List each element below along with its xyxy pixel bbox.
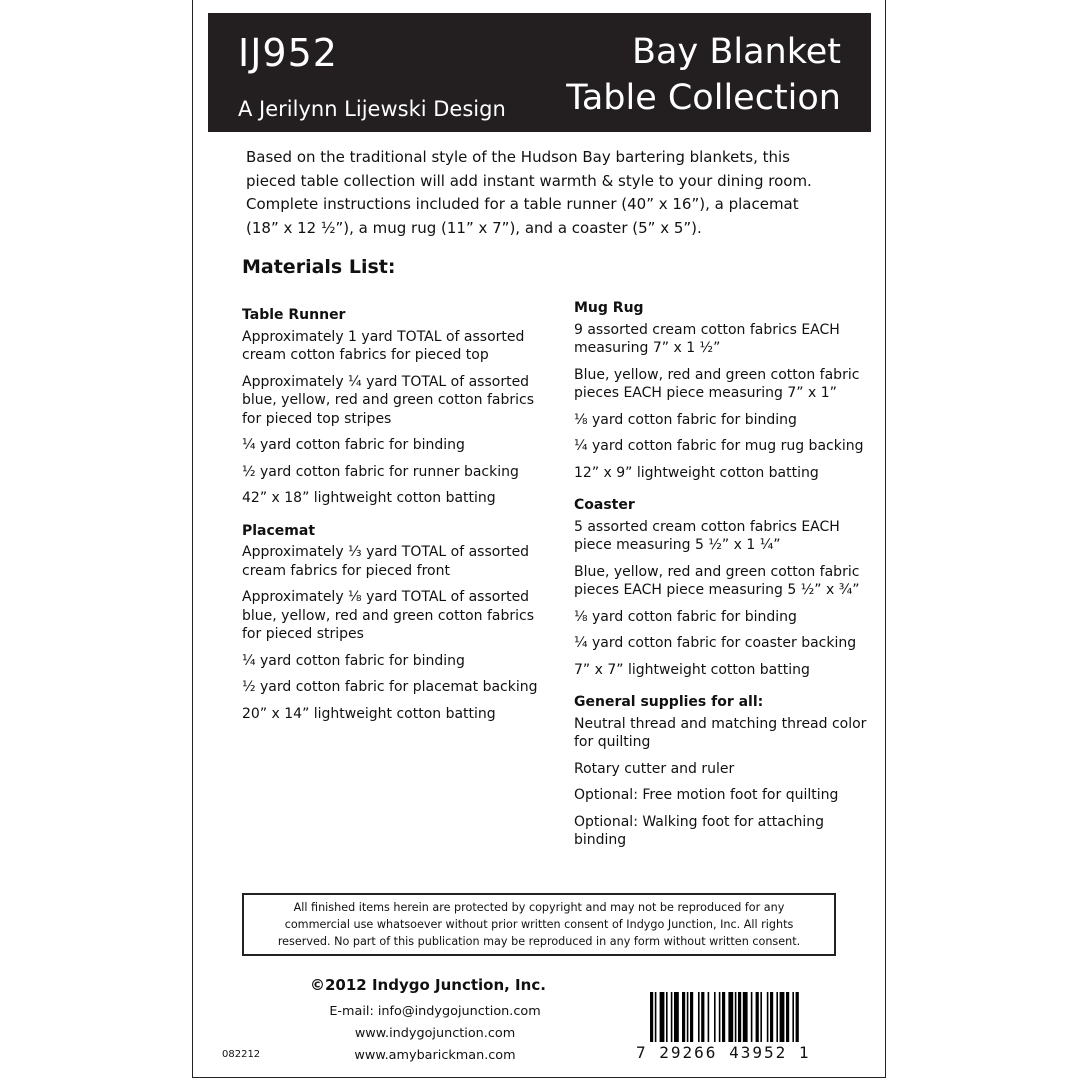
material-item: Optional: Free motion foot for quilting bbox=[574, 787, 839, 803]
material-item: ½ yard cotton fabric for placemat backing bbox=[242, 679, 538, 695]
barcode-bar bbox=[751, 992, 753, 1042]
upc-barcode bbox=[650, 992, 864, 1042]
material-item: 42” x 18” lightweight cotton batting bbox=[242, 490, 496, 506]
barcode-bar bbox=[760, 992, 762, 1042]
notice-line-1: All finished items herein are protected by copyright and may not be reproduced for any bbox=[293, 901, 785, 914]
materials-heading: Materials List: bbox=[242, 256, 396, 278]
materials-section bbox=[242, 306, 542, 508]
barcode-bar bbox=[674, 992, 679, 1042]
barcode-bar bbox=[690, 992, 693, 1042]
material-item: Neutral thread and matching thread color for quilting bbox=[574, 715, 867, 750]
material-item: ¼ yard cotton fabric for binding bbox=[242, 652, 465, 669]
pattern-code: IJ952 bbox=[238, 31, 338, 75]
barcode-bar bbox=[682, 992, 685, 1042]
barcode-bar bbox=[714, 992, 716, 1042]
material-item: ½ yard cotton fabric for runner backing bbox=[242, 463, 519, 480]
title-line-2: Table Collection bbox=[566, 78, 841, 118]
materials-left-column bbox=[242, 306, 542, 737]
material-item: Approximately ¼ yard TOTAL of assorted blue, yellow, red and green cotton fabrics for pieced top stripes bbox=[242, 373, 534, 427]
barcode-bar bbox=[701, 992, 704, 1042]
material-item: Blue, yellow, red and green cotton fabric pieces EACH piece measuring 5 ½” x ¾” bbox=[574, 563, 860, 598]
title-line-1: Bay Blanket bbox=[632, 32, 841, 72]
material-item: ⅛ yard cotton fabric for binding bbox=[574, 411, 797, 428]
section-title: Mug Rug bbox=[574, 300, 644, 316]
material-item: ¼ yard cotton fabric for mug rug backing bbox=[574, 438, 864, 454]
barcode-number: 7 29266 43952 1 bbox=[636, 1043, 811, 1062]
material-item: 20” x 14” lightweight cotton batting bbox=[242, 705, 496, 722]
section-title: Coaster bbox=[574, 497, 635, 513]
material-item: 12” x 9” lightweight cotton batting bbox=[574, 464, 819, 481]
material-item: Rotary cutter and ruler bbox=[574, 760, 735, 777]
barcode-bar bbox=[735, 992, 737, 1042]
section-title: General supplies for all: bbox=[574, 694, 764, 710]
materials-section bbox=[574, 496, 874, 679]
material-item: Approximately ⅓ yard TOTAL of assorted cream fabrics for pieced front bbox=[242, 544, 530, 579]
barcode-bar bbox=[738, 992, 741, 1042]
notice-line-3: reserved. No part of this publication may be reproduced in any form without written consent. bbox=[277, 935, 801, 948]
barcode-bar bbox=[671, 992, 673, 1042]
barcode-bar bbox=[687, 992, 689, 1042]
barcode-bar bbox=[698, 992, 700, 1042]
intro-paragraph: Based on the traditional style of the Hudson Bay bartering blankets, this pieced table collection will add instant warmth & style to your dining room. Complete instructions included for a table runner (40” x 16”), a placemat (18” x 12 ½”), a mug rug (11” x 7”), and a coaster (5” x 5”). bbox=[246, 148, 812, 237]
barcode-bar bbox=[767, 992, 769, 1042]
material-item: ⅛ yard cotton fabric for binding bbox=[574, 608, 797, 625]
materials-section bbox=[574, 693, 874, 850]
material-item: Approximately ⅛ yard TOTAL of assorted blue, yellow, red and green cotton fabrics for pieced stripes bbox=[242, 589, 534, 642]
material-item: Approximately 1 yard TOTAL of assorted cream cotton fabrics for pieced top bbox=[242, 328, 525, 363]
notice-line-2: commercial use whatsoever without prior written consent of Indygo Junction, Inc. All rights bbox=[284, 918, 794, 931]
material-item: Blue, yellow, red and green cotton fabric pieces EACH piece measuring 7” x 1” bbox=[574, 366, 860, 401]
designer-credit: A Jerilynn Lijewski Design bbox=[238, 97, 506, 121]
material-item: 9 assorted cream cotton fabrics EACH measuring 7” x 1 ½” bbox=[574, 321, 840, 356]
material-item: ¼ yard cotton fabric for binding bbox=[242, 437, 465, 453]
barcode-bar bbox=[650, 992, 653, 1042]
barcode-bar bbox=[756, 992, 759, 1042]
materials-section bbox=[242, 522, 542, 724]
material-item: ¼ yard cotton fabric for coaster backing bbox=[574, 635, 857, 651]
barcode-bar bbox=[708, 992, 710, 1042]
material-item: Optional: Walking foot for attaching binding bbox=[574, 813, 825, 848]
barcode-bar bbox=[792, 992, 794, 1042]
barcode-bar bbox=[743, 992, 748, 1042]
date-code: 082212 bbox=[222, 1049, 261, 1060]
barcode-bar bbox=[728, 992, 733, 1042]
section-title: Placemat bbox=[242, 522, 316, 539]
website-link-1: www.indygojunction.com bbox=[354, 1026, 516, 1041]
pattern-title bbox=[566, 29, 841, 121]
barcode-bar bbox=[786, 992, 789, 1042]
contact-info bbox=[300, 1001, 570, 1067]
materials-section bbox=[574, 299, 874, 482]
section-title: Table Runner bbox=[242, 307, 346, 323]
header-banner bbox=[208, 13, 871, 132]
barcode-bar bbox=[660, 992, 665, 1042]
copyright-notice-box bbox=[242, 893, 836, 956]
material-item: 7” x 7” lightweight cotton batting bbox=[574, 661, 810, 678]
website-link-2: www.amybarickman.com bbox=[354, 1048, 516, 1063]
material-item: 5 assorted cream cotton fabrics EACH piece measuring 5 ½” x 1 ¼” bbox=[574, 518, 840, 553]
barcode-bar bbox=[780, 992, 785, 1042]
copyright-line: ©2012 Indygo Junction, Inc. bbox=[310, 976, 546, 994]
barcode-bar bbox=[770, 992, 773, 1042]
barcode-bar bbox=[722, 992, 725, 1042]
barcode-bar bbox=[719, 992, 721, 1042]
barcode-bar bbox=[655, 992, 657, 1042]
barcode-bar bbox=[666, 992, 668, 1042]
barcode-bar bbox=[776, 992, 778, 1042]
barcode-bar bbox=[796, 992, 799, 1042]
materials-right-column bbox=[574, 299, 874, 864]
email-address: E-mail: info@indygojunction.com bbox=[329, 1004, 541, 1019]
